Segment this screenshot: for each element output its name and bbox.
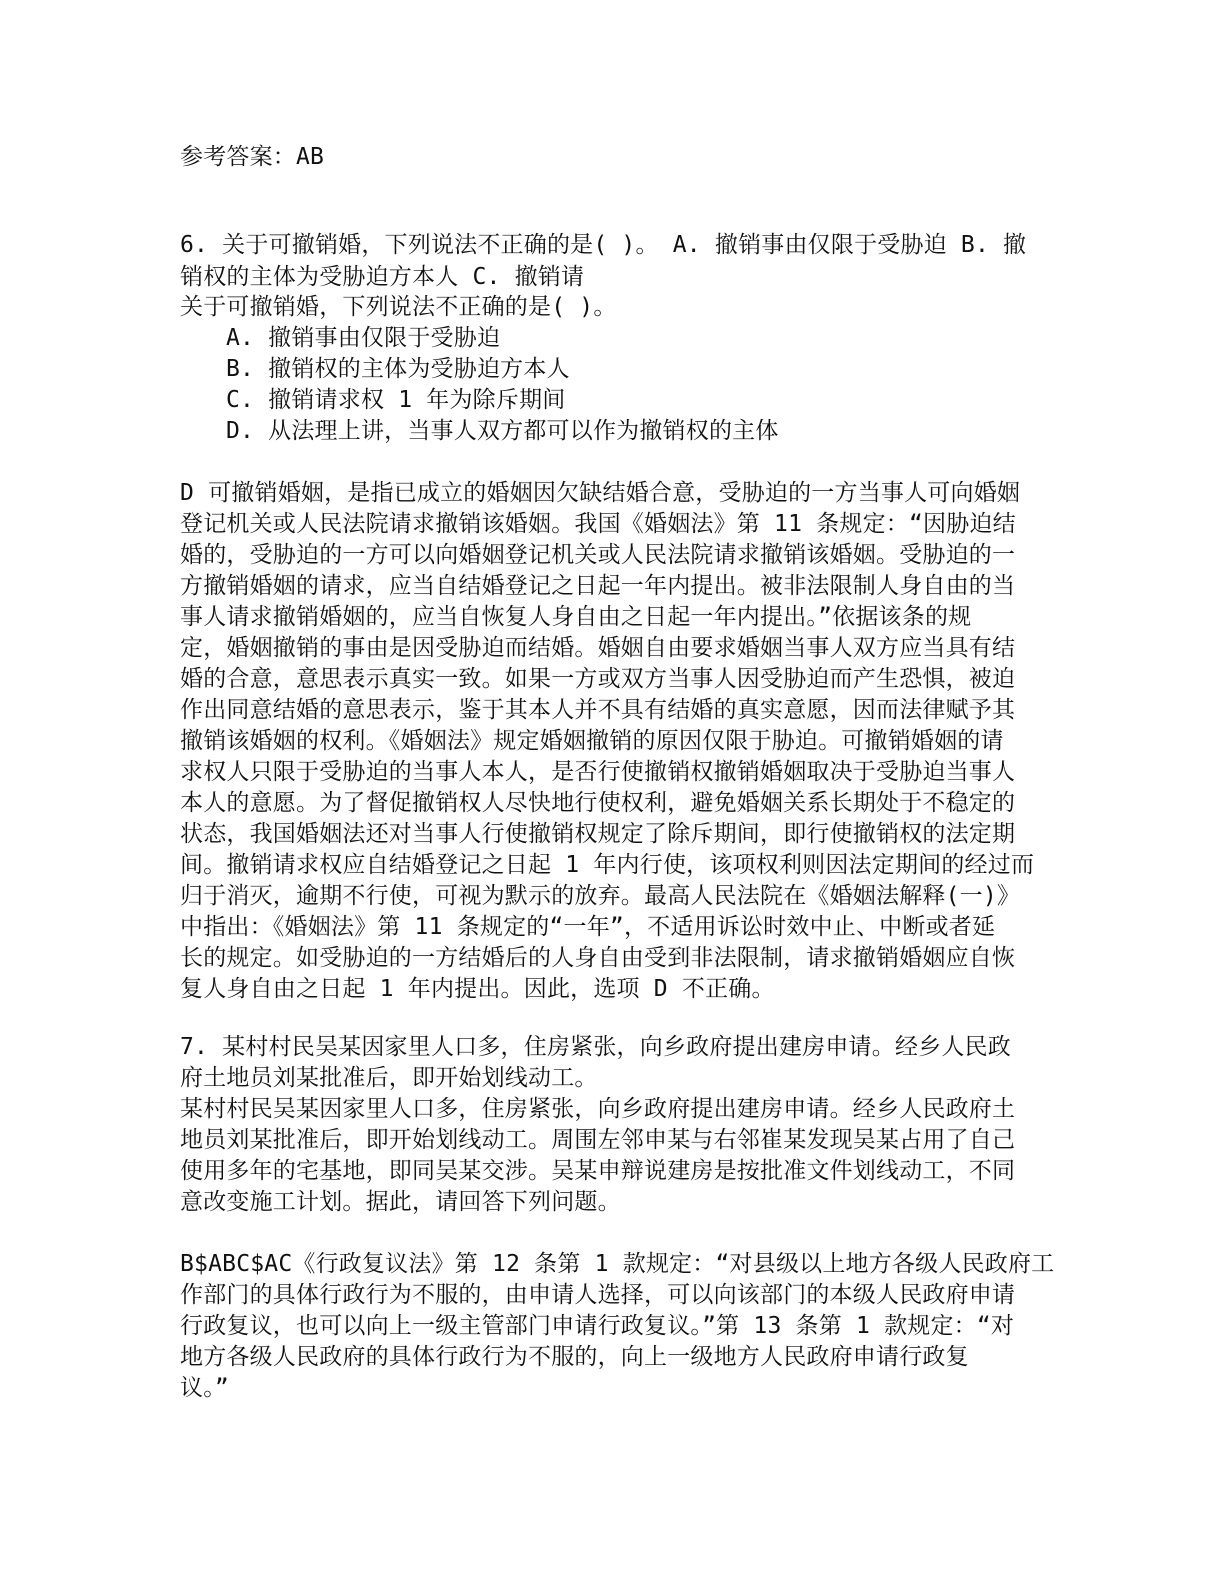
answer-line: 间。撤销请求权应自结婚登记之日起 1 年内行使，该项权利则因法定期间的经过而: [180, 852, 1035, 878]
question-7-stem-line: 地员刘某批准后，即开始划线动工。周围左邻申某与右邻崔某发现吴某占用了自己: [180, 1127, 1016, 1153]
answer-line: 事人请求撤销婚姻的，应当自恢复人身自由之日起一年内提出。”依据该条的规: [180, 604, 972, 630]
question-7-title-line-2: 府土地员刘某批准后，即开始划线动工。: [180, 1065, 598, 1091]
question-6-option-b: B. 撤销权的主体为受胁迫方本人: [226, 356, 570, 382]
answer-line: 本人的意愿。为了督促撤销权人尽快地行使权利，避免婚姻关系长期处于不稳定的: [180, 790, 1016, 816]
answer-line: 婚的，受胁迫的一方可以向婚姻登记机关或人民法院请求撤销该婚姻。受胁迫的一: [180, 542, 1016, 568]
answer-line: 登记机关或人民法院请求撤销该婚姻。我国《婚姻法》第 11 条规定：“因胁迫结: [180, 511, 1016, 537]
question-7-stem-line: 意改变施工计划。据此，请回答下列问题。: [180, 1189, 621, 1215]
answer-line: 中指出：《婚姻法》第 11 条规定的“一年”，不适用诉讼时效中止、中断或者延: [180, 914, 996, 940]
question-6-title-line-1: 6. 关于可撤销婚，下列说法不正确的是( )。 A. 撤销事由仅限于受胁迫 B. 撤: [180, 232, 1027, 258]
question-6-option-d: D. 从法理上讲，当事人双方都可以作为撤销权的主体: [226, 418, 779, 444]
answer-line: 作出同意结婚的意思表示，鉴于其本人并不具有结婚的真实意愿，因而法律赋予其: [180, 697, 1016, 723]
answer-line: B$ABC$AC《行政复议法》第 12 条第 1 款规定：“对县级以上地方各级人民政府工: [180, 1251, 1055, 1277]
answer-line: 方撤销婚姻的请求，应当自结婚登记之日起一年内提出。被非法限制人身自由的当: [180, 573, 1016, 599]
question-6-option-a: A. 撤销事由仅限于受胁迫: [226, 325, 501, 351]
question-7-stem-line: 某村村民吴某因家里人口多，住房紧张，向乡政府提出建房申请。经乡人民政府土: [180, 1096, 1016, 1122]
answer-line: 地方各级人民政府的具体行政行为不服的，向上一级地方人民政府申请行政复: [180, 1344, 969, 1370]
answer-line: 行政复议，也可以向上一级主管部门申请行政复议。”第 13 条第 1 款规定：“对: [180, 1313, 1015, 1339]
answer-line: 复人身自由之日起 1 年内提出。因此，选项 D 不正确。: [180, 976, 775, 1002]
answer-line: 作部门的具体行政行为不服的，由申请人选择，可以向该部门的本级人民政府申请: [180, 1282, 1016, 1308]
answer-line: D 可撤销婚姻，是指已成立的婚姻因欠缺结婚合意，受胁迫的一方当事人可向婚姻: [180, 480, 1021, 506]
answer-line: 撤销该婚姻的权利。《婚姻法》规定婚姻撤销的原因仅限于胁迫。可撤销婚姻的请: [180, 728, 1004, 754]
answer-line: 长的规定。如受胁迫的一方结婚后的人身自由受到非法限制，请求撤销婚姻应自恢: [180, 945, 1016, 971]
question-6-title-line-2: 销权的主体为受胁迫方本人 C. 撤销请: [180, 264, 585, 290]
question-6-stem: 关于可撤销婚，下列说法不正确的是( )。: [180, 294, 617, 320]
answer-header: 参考答案：AB: [180, 144, 325, 170]
question-7-stem-line: 使用多年的宅基地，即同吴某交涉。吴某申辩说建房是按批准文件划线动工，不同: [180, 1158, 1016, 1184]
answer-line: 定，婚姻撤销的事由是因受胁迫而结婚。婚姻自由要求婚姻当事人双方应当具有结: [180, 635, 1016, 661]
question-7-title-line-1: 7. 某村村民吴某因家里人口多，住房紧张，向乡政府提出建房申请。经乡人民政: [180, 1034, 1011, 1060]
answer-line: 婚的合意，意思表示真实一致。如果一方或双方当事人因受胁迫而产生恐惧，被迫: [180, 666, 1016, 692]
answer-line: 议。”: [180, 1375, 229, 1401]
answer-line: 求权人只限于受胁迫的当事人本人，是否行使撤销权撤销婚姻取决于受胁迫当事人: [180, 759, 1016, 785]
answer-line: 状态，我国婚姻法还对当事人行使撤销权规定了除斥期间，即行使撤销权的法定期: [180, 821, 1016, 847]
question-6-option-c: C. 撤销请求权 1 年为除斥期间: [226, 387, 566, 413]
answer-line: 归于消灭，逾期不行使，可视为默示的放弃。最高人民法院在《婚姻法解释(一)》: [180, 883, 1021, 909]
